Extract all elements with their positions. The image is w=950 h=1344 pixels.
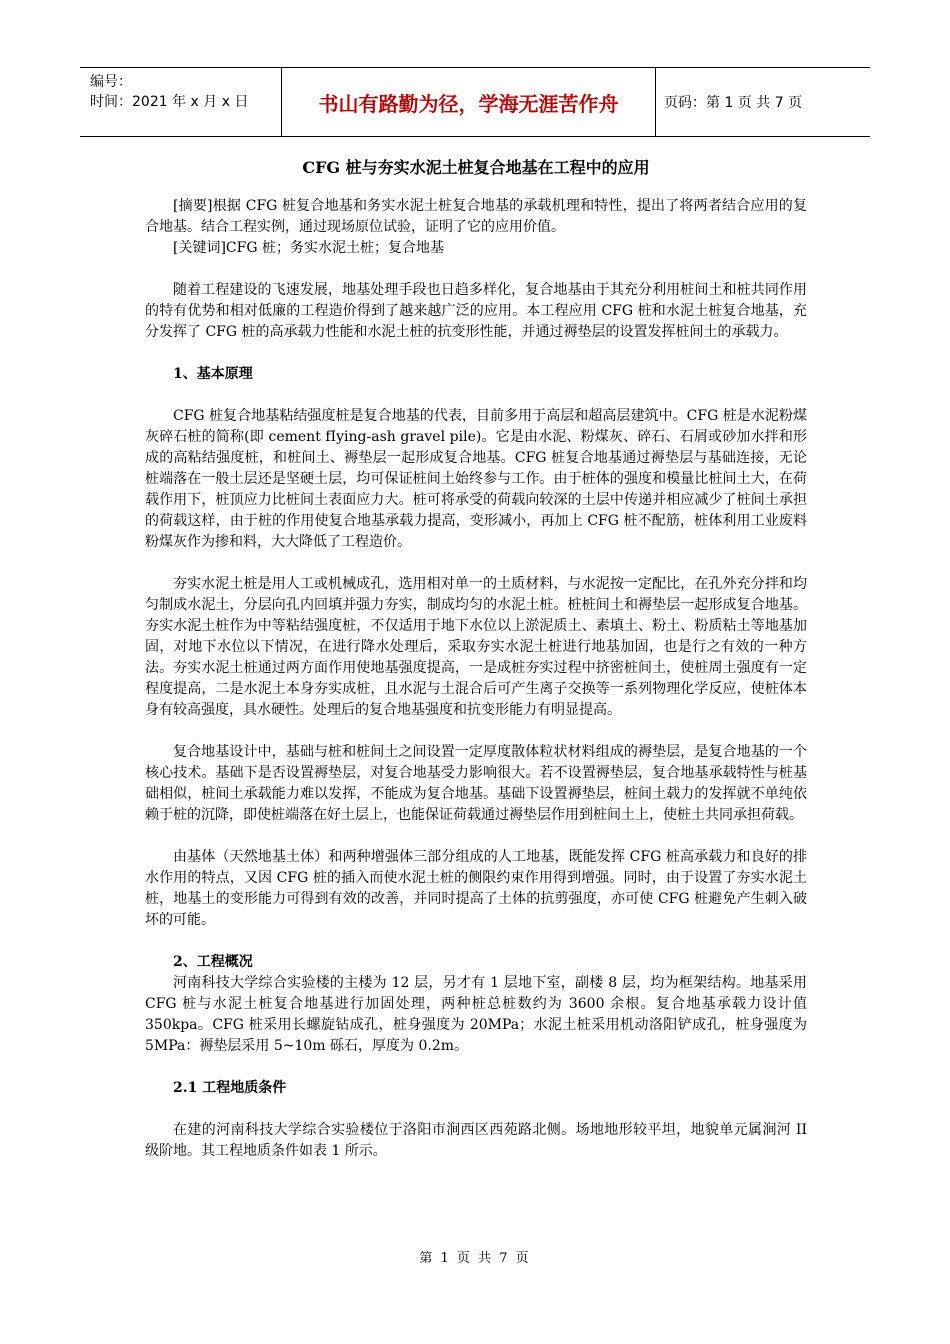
paragraph-composite-foundation: 由基体（天然地基土体）和两种增强体三部分组成的人工地基，既能发挥 CFG 桩高承载力和良好的排水作用的特点，又因 CFG 桩的插入而使水泥土桩的侧限约束作用得到增强。同时，由于设置了夯实水泥土桩，地基土的变形能力可得到有效的改善，并同时提高了土体的抗剪强度，亦可使 CFG 桩避免产生刺入破坏的可能。 (145, 849, 807, 928)
paragraph-geology: 在建的河南科技大学综合实验楼位于洛阳市涧西区西苑路北侧。场地地形较平坦，地貌单元属涧河 II 级阶地。其工程地质条件如表 1 所示。 (145, 1122, 807, 1159)
document-time-label: 时间：2021 年 x 月 x 日 (90, 94, 249, 110)
paragraph-cushion-layer: 复合地基设计中，基础与桩和桩间土之间设置一定厚度散体粒状材料组成的褥垫层，是复合地基的一个核心技术。基础下是否设置褥垫层，对复合地基受力影响很大。若不设置褥垫层，复合地基承载特性与桩基础相似，桩间土承载能力难以发挥，不能成为复合地基。基础下设置褥垫层，桩间土载力的发挥就不单纯依赖于桩的沉降，即使桩端落在好土层上，也能保证荷载通过褥垫层作用到桩间土上，使桩土共同承担荷载。 (145, 744, 807, 823)
keywords: [关键词]CFG 桩；务实水泥土桩；复合地基 (173, 240, 444, 256)
header-meta (80, 68, 282, 136)
page-header (80, 67, 870, 137)
section-heading-geology: 2.1 工程地质条件 (173, 1080, 287, 1096)
header-page-info: 页码：第 1 页 共 7 页 (664, 95, 803, 111)
paragraph-project-overview: 河南科技大学综合实验楼的主楼为 12 层，另才有 1 层地下室，副楼 8 层，均为框架结构。地基采用 CFG 桩与水泥土桩复合地基进行加固处理，两种桩总桩数约为 3600 余根。复合地基承载力设计值 350kpa。CFG 桩采用长螺旋钻成孔，桩身强度为 20MPa；水泥土桩采用机动洛阳铲成孔，桩身强度为 5MPa：褥垫层采用 5~10m 砾石，厚度为 0.2m。 (145, 975, 807, 1054)
section-heading-project: 2、工程概况 (173, 954, 253, 970)
paragraph-cement-soil-pile: 夯实水泥土桩是用人工或机械成孔，选用相对单一的土质材料，与水泥按一定配比，在孔外充分拌和均匀制成水泥土，分层向孔内回填并强力夯实，制成均匀的水泥土桩。桩桩间土和褥垫层一起形成复合地基。夯实水泥土桩作为中等粘结强度桩，不仅适用于地下水位以上淤泥质土、素填土、粉土、粉质粘土等地基加固，对地下水位以下情况，在进行降水处理后，采取夯实水泥土桩进行地基加固，也是行之有效的一种方法。夯实水泥土桩通过两方面作用使地基强度提高，一是成桩夯实过程中挤密桩间土，使桩周土强度有一定程度提高，二是水泥土本身夯实成桩，且水泥与土混合后可产生离子交换等一系列物理化学反应，使桩体本身有较高强度，具水硬性。处理后的复合地基强度和抗变形能力有明显提高。 (145, 576, 807, 718)
intro-paragraph: 随着工程建设的飞速发展，地基处理手段也日趋多样化，复合地基由于其充分利用桩间土和桩共同作用的特有优势和相对低廉的工程造价得到了越来越广泛的应用。本工程应用 CFG 桩和水泥土桩复合地基，充分发挥了 CFG 桩的高承载力性能和水泥土桩的抗变形性能，并通过褥垫层的设置发挥桩间土的承载力。 (145, 282, 807, 340)
page-footer: 第 1 页 共 7 页 (419, 1251, 531, 1266)
section-heading-principle: 1、基本原理 (173, 366, 253, 382)
document-number-label: 编号： (90, 74, 132, 90)
paragraph-cfg-pile: CFG 桩复合地基粘结强度桩是复合地基的代表，目前多用于高层和超高层建筑中。CFG 桩是水泥粉煤灰碎石桩的简称(即 cement fIying-ash gravel pile)。它是由水泥、粉煤灰、碎石、石屑或砂加水拌和形成的高粘结强度桩，和桩间土、褥垫层一起形成复合地基。CFG 桩复合地基通过褥垫层与基础连接，无论桩端落在一般土层还是坚硬土层，均可保证桩间土始终参与工作。由于桩体的强度和模量比桩间土大，在荷载作用下，桩顶应力比桩间土表面应力大。桩可将承受的荷载向较深的土层中传递并相应减少了桩间土承担的荷载这样，由于桩的作用使复合地基承载力提高，变形减小，再加上 CFG 桩不配筋，桩体利用工业废料粉煤灰作为掺和料，大大降低了工程造价。 (145, 408, 807, 550)
document-title: CFG 桩与夯实水泥土桩复合地基在工程中的应用 (302, 158, 650, 177)
header-motto: 书山有路勤为径，学海无涯苦作舟 (282, 68, 656, 136)
abstract: [摘要]根据 CFG 桩复合地基和务实水泥土桩复合地基的承载机理和特性，提出了将两者结合应用的复合地基。结合工程实例，通过现场原位试验，证明了它的应用价值。 (145, 198, 807, 235)
document-body (145, 157, 807, 1162)
